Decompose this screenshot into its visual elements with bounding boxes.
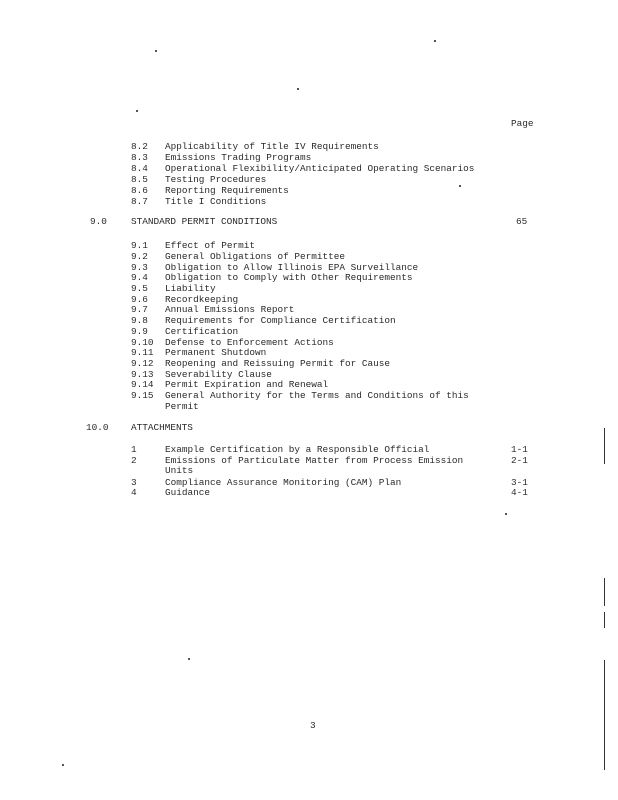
item-number: 9.4 <box>131 272 148 283</box>
item-title: General Obligations of Permittee <box>165 251 346 262</box>
toc-item <box>0 141 618 152</box>
item-page: 4-1 <box>511 487 528 498</box>
item-title: Emissions of Particulate Matter from Process Emission <box>165 455 464 466</box>
toc-item <box>0 390 618 401</box>
item-number: 9.10 <box>131 337 154 348</box>
scan-speck <box>155 50 157 52</box>
item-number: 2 <box>131 455 137 466</box>
item-title: General Authority for the Terms and Conditions of this <box>165 390 469 401</box>
item-number: 9.15 <box>131 390 154 401</box>
item-number: 9.12 <box>131 358 154 369</box>
item-title: Severability Clause <box>165 369 272 380</box>
item-title: Annual Emissions Report <box>165 304 295 315</box>
item-number: 1 <box>131 444 137 455</box>
toc-item <box>0 174 618 185</box>
item-title: Permanent Shutdown <box>165 347 267 358</box>
toc-item <box>0 347 618 358</box>
item-page: 2-1 <box>511 455 528 466</box>
section-heading <box>0 216 618 227</box>
item-title-continued: Units <box>165 465 194 476</box>
item-title: Emissions Trading Programs <box>165 152 312 163</box>
item-title: Testing Procedures <box>165 174 267 185</box>
scan-speck <box>434 40 436 42</box>
scan-speck <box>505 513 507 515</box>
item-title: Example Certification by a Responsible Official <box>165 444 430 455</box>
scan-edge-line <box>604 660 605 770</box>
toc-item <box>0 185 618 196</box>
item-number: 9.5 <box>131 283 148 294</box>
footer-page-number: 3 <box>310 720 316 731</box>
item-number: 8.7 <box>131 196 148 207</box>
item-title-continued: Permit <box>165 401 199 412</box>
scan-speck <box>62 764 64 766</box>
item-number: 8.5 <box>131 174 148 185</box>
item-title: Certification <box>165 326 239 337</box>
item-title: Reporting Requirements <box>165 185 289 196</box>
toc-item <box>0 152 618 163</box>
item-title: Obligation to Comply with Other Requirements <box>165 272 413 283</box>
toc-item <box>0 444 618 455</box>
item-number: 9.13 <box>131 369 154 380</box>
toc-item-continuation <box>0 401 618 412</box>
page-column-label: Page <box>511 118 534 129</box>
item-number: 8.4 <box>131 163 148 174</box>
item-number: 8.6 <box>131 185 148 196</box>
toc-item <box>0 272 618 283</box>
item-title: Requirements for Compliance Certification <box>165 315 396 326</box>
item-title: Operational Flexibility/Anticipated Operating Scenarios <box>165 163 475 174</box>
item-number: 9.7 <box>131 304 148 315</box>
toc-item <box>0 326 618 337</box>
item-title: Liability <box>165 283 216 294</box>
item-page: 3-1 <box>511 477 528 488</box>
toc-item-continuation <box>0 465 618 476</box>
item-title: Applicability of Title IV Requirements <box>165 141 379 152</box>
section-title: STANDARD PERMIT CONDITIONS <box>131 216 278 227</box>
item-number: 8.3 <box>131 152 148 163</box>
section-number: 10.0 <box>86 422 109 433</box>
scan-edge-line <box>604 578 605 606</box>
scan-speck <box>188 658 190 660</box>
item-number: 4 <box>131 487 137 498</box>
toc-item <box>0 379 618 390</box>
section-heading <box>0 422 618 433</box>
item-title: Title I Conditions <box>165 196 267 207</box>
item-number: 9.3 <box>131 262 148 273</box>
item-title: Reopening and Reissuing Permit for Cause <box>165 358 391 369</box>
item-number: 9.11 <box>131 347 154 358</box>
item-title: Obligation to Allow Illinois EPA Surveillance <box>165 262 419 273</box>
item-number: 9.2 <box>131 251 148 262</box>
section-page: 65 <box>516 216 528 227</box>
item-title: Recordkeeping <box>165 294 239 305</box>
item-title: Defense to Enforcement Actions <box>165 337 334 348</box>
toc-item <box>0 240 618 251</box>
scan-edge-line <box>604 612 605 628</box>
item-title: Effect of Permit <box>165 240 256 251</box>
toc-item <box>0 304 618 315</box>
scan-speck <box>297 88 299 90</box>
item-number: 8.2 <box>131 141 148 152</box>
toc-item <box>0 315 618 326</box>
item-number: 9.14 <box>131 379 154 390</box>
item-number: 9.9 <box>131 326 148 337</box>
item-title: Compliance Assurance Monitoring (CAM) Plan <box>165 477 402 488</box>
item-title: Guidance <box>165 487 211 498</box>
item-number: 9.1 <box>131 240 148 251</box>
item-title: Permit Expiration and Renewal <box>165 379 329 390</box>
toc-item <box>0 163 618 174</box>
item-page: 1-1 <box>511 444 528 455</box>
toc-item <box>0 196 618 207</box>
scan-speck <box>136 110 138 112</box>
item-number: 9.6 <box>131 294 148 305</box>
item-number: 3 <box>131 477 137 488</box>
item-number: 9.8 <box>131 315 148 326</box>
toc-item <box>0 487 618 498</box>
section-title: ATTACHMENTS <box>131 422 193 433</box>
toc-item <box>0 283 618 294</box>
toc-item <box>0 251 618 262</box>
scan-edge-line <box>604 428 605 464</box>
scan-speck <box>459 185 461 187</box>
toc-item <box>0 358 618 369</box>
section-number: 9.0 <box>90 216 107 227</box>
